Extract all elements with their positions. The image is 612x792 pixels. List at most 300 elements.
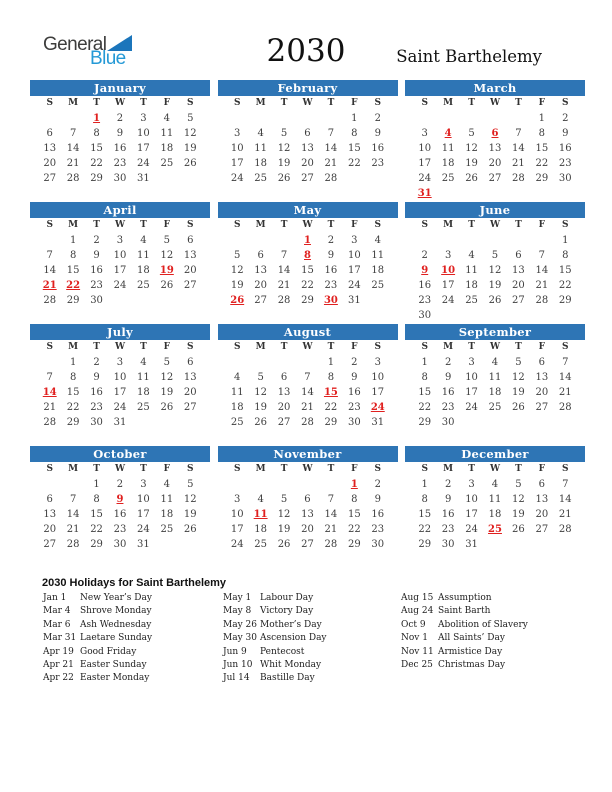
date-cell: 16 — [324, 265, 338, 276]
date-cell — [272, 308, 295, 323]
holiday-date-label: May 30 — [223, 633, 257, 644]
month-title: February — [218, 80, 398, 96]
date-cell — [38, 111, 61, 126]
date-cell: 19 — [277, 524, 291, 535]
date-cell — [436, 552, 459, 567]
date-cell: 27 — [535, 402, 549, 413]
date-cell: 4 — [374, 235, 381, 246]
date-cell: 26 — [512, 524, 525, 535]
month-march — [405, 80, 585, 201]
date-cell: 19 — [512, 509, 525, 520]
date-cell: 13 — [183, 250, 197, 261]
weekday-letter: M — [255, 98, 266, 108]
date-cell — [38, 308, 61, 323]
date-cell: 16 — [90, 265, 103, 276]
date-cell: 5 — [187, 479, 194, 490]
holiday-date-cell: 9 — [421, 265, 429, 276]
date-cell: 4 — [468, 250, 475, 261]
weekday-letter: M — [68, 220, 79, 230]
holiday-date-cell: 25 — [488, 524, 502, 535]
holiday-date-cell: 4 — [444, 128, 452, 139]
date-cell — [343, 430, 366, 445]
date-cell — [530, 430, 553, 445]
date-cell — [554, 308, 577, 323]
date-cell: 1 — [69, 235, 77, 246]
date-cell: 20 — [254, 280, 267, 291]
date-cell: 12 — [230, 265, 244, 276]
holiday-date-label: May 8 — [223, 606, 252, 617]
date-cell: 8 — [562, 250, 569, 261]
date-cell — [296, 355, 319, 370]
date-cell: 17 — [113, 265, 127, 276]
date-cell — [155, 171, 178, 186]
date-cell — [507, 186, 530, 201]
month-january — [30, 80, 210, 201]
holiday-date-label: Oct 9 — [401, 619, 426, 630]
date-cell: 29 — [66, 417, 80, 428]
date-cell — [554, 415, 577, 430]
holiday-name-label: Shrove Monday — [80, 606, 152, 617]
weekday-letter: T — [468, 342, 475, 352]
weekday-letter: F — [163, 98, 171, 108]
date-cell: 12 — [277, 509, 291, 520]
date-cell: 30 — [418, 310, 432, 321]
date-cell — [132, 293, 155, 308]
date-cell: 14 — [43, 265, 57, 276]
date-cell: 18 — [230, 402, 244, 413]
weekday-letter: T — [280, 98, 288, 108]
date-cell: 3 — [140, 113, 147, 124]
date-cell: 28 — [301, 417, 314, 428]
date-cell: 2 — [444, 357, 452, 368]
weekday-letter: S — [562, 98, 569, 108]
month-december — [405, 446, 585, 567]
month-title: August — [218, 324, 398, 340]
date-cell: 22 — [535, 158, 549, 169]
holiday-date-label: Aug 15 — [401, 593, 434, 603]
date-cell: 2 — [374, 113, 381, 124]
date-cell: 28 — [324, 173, 338, 184]
date-cell: 6 — [187, 357, 194, 368]
date-cell: 27 — [43, 173, 57, 184]
date-cell: 8 — [351, 128, 358, 139]
date-cell: 31 — [465, 539, 478, 550]
date-cell: 13 — [488, 143, 502, 154]
date-cell: 9 — [374, 494, 381, 505]
date-cell — [296, 186, 319, 201]
date-cell: 30 — [371, 539, 385, 550]
logo-text-blue: Blue — [90, 48, 126, 69]
holiday-name-label: Labour Day — [260, 593, 314, 603]
date-cell: 9 — [562, 128, 569, 139]
date-cell: 30 — [347, 417, 361, 428]
weekday-letter: W — [114, 342, 126, 352]
weekday-letter: T — [280, 220, 288, 230]
date-cell: 10 — [465, 372, 478, 383]
month-june — [405, 202, 585, 323]
date-cell: 24 — [113, 280, 127, 291]
date-cell — [61, 477, 84, 492]
holiday-date-label: Nov 1 — [401, 633, 428, 644]
weekday-letter: T — [515, 342, 522, 352]
date-cell: 17 — [418, 158, 432, 169]
weekday-letter: T — [93, 342, 100, 352]
date-cell: 9 — [116, 128, 124, 139]
date-cell: 1 — [327, 357, 335, 368]
date-cell — [319, 111, 342, 126]
date-cell: 4 — [163, 479, 171, 490]
date-cell: 6 — [304, 494, 311, 505]
holiday-name-label: Laetare Sunday — [80, 633, 153, 644]
date-cell: 6 — [515, 250, 522, 261]
month-title: September — [405, 324, 585, 340]
date-cell: 6 — [46, 128, 53, 139]
date-cell: 14 — [277, 265, 291, 276]
date-cell: 11 — [137, 372, 150, 383]
date-cell: 4 — [491, 479, 499, 490]
date-cell — [108, 552, 131, 567]
date-cell: 19 — [488, 280, 502, 291]
date-cell — [179, 415, 202, 430]
weekday-letter: T — [280, 342, 288, 352]
months-grid — [30, 80, 585, 567]
date-cell: 10 — [137, 128, 150, 139]
date-cell: 7 — [515, 128, 522, 139]
month-day-grid — [405, 96, 585, 201]
date-cell: 24 — [465, 524, 478, 535]
date-cell: 2 — [351, 357, 358, 368]
date-cell: 20 — [535, 387, 549, 398]
weekday-letter: S — [233, 342, 241, 352]
date-cell: 13 — [43, 143, 57, 154]
date-cell: 21 — [301, 402, 314, 413]
holiday-list-item — [43, 646, 228, 659]
date-cell: 21 — [558, 387, 572, 398]
month-title: June — [405, 202, 585, 218]
date-cell — [554, 430, 577, 445]
date-cell: 6 — [257, 250, 264, 261]
date-cell: 25 — [254, 539, 267, 550]
weekday-letter: F — [351, 342, 358, 352]
weekday-letter: F — [351, 464, 358, 474]
date-cell — [179, 171, 202, 186]
weekday-letter: S — [562, 342, 569, 352]
date-cell: 29 — [301, 295, 314, 306]
weekday-letter: T — [327, 98, 335, 108]
date-cell: 14 — [324, 143, 338, 154]
weekday-letter: M — [443, 98, 454, 108]
date-cell: 3 — [140, 479, 147, 490]
date-cell — [530, 233, 553, 248]
date-cell: 20 — [301, 524, 314, 535]
holiday-name-label: Saint Barth — [438, 606, 491, 617]
date-cell: 13 — [535, 494, 549, 505]
date-cell: 8 — [327, 372, 335, 383]
date-cell: 22 — [301, 280, 314, 291]
holiday-date-label: Apr 21 — [43, 659, 74, 670]
date-cell: 12 — [183, 494, 197, 505]
month-title: January — [30, 80, 210, 96]
date-cell: 22 — [558, 280, 572, 291]
date-cell — [249, 552, 272, 567]
date-cell: 23 — [371, 524, 385, 535]
date-cell — [460, 430, 483, 445]
date-cell — [249, 111, 272, 126]
month-day-grid — [405, 462, 585, 567]
date-cell: 2 — [327, 235, 335, 246]
holiday-list-item — [223, 605, 408, 618]
date-cell: 8 — [69, 250, 77, 261]
date-cell: 24 — [113, 402, 127, 413]
date-cell: 10 — [230, 143, 244, 154]
weekday-letter: T — [140, 464, 147, 474]
date-cell: 25 — [160, 524, 174, 535]
holiday-date-cell: 15 — [323, 387, 338, 398]
date-cell: 28 — [277, 295, 291, 306]
date-cell — [226, 308, 249, 323]
date-cell: 4 — [257, 128, 264, 139]
date-cell: 29 — [558, 295, 572, 306]
date-cell — [155, 186, 178, 201]
date-cell — [343, 186, 366, 201]
date-cell — [108, 430, 131, 445]
weekday-letter: S — [562, 220, 569, 230]
logo-text-general: General — [43, 34, 107, 55]
date-cell — [507, 552, 530, 567]
date-cell: 14 — [66, 509, 80, 520]
date-cell: 29 — [418, 539, 432, 550]
date-cell: 19 — [254, 402, 267, 413]
date-cell: 9 — [351, 372, 358, 383]
holiday-name-label: Whit Monday — [260, 659, 322, 670]
date-cell: 12 — [254, 387, 267, 398]
date-cell: 15 — [90, 509, 103, 520]
holiday-name-label: Christmas Day — [438, 659, 506, 670]
weekday-letter: T — [93, 220, 100, 230]
date-cell: 3 — [351, 235, 358, 246]
date-cell — [155, 552, 178, 567]
date-cell: 26 — [254, 417, 267, 428]
weekday-letter: F — [163, 464, 171, 474]
date-cell: 22 — [66, 402, 80, 413]
holiday-name-label: Armistice Day — [438, 646, 503, 657]
date-cell: 2 — [93, 357, 100, 368]
date-cell — [108, 186, 131, 201]
date-cell — [530, 186, 553, 201]
holiday-list-item — [401, 632, 586, 645]
date-cell — [85, 552, 108, 567]
date-cell: 7 — [46, 372, 53, 383]
date-cell: 1 — [421, 357, 428, 368]
holiday-list-item — [43, 632, 228, 645]
date-cell: 7 — [327, 128, 335, 139]
date-cell: 9 — [93, 372, 100, 383]
date-cell — [61, 186, 84, 201]
date-cell: 26 — [465, 173, 478, 184]
date-cell: 4 — [140, 357, 147, 368]
date-cell: 23 — [558, 158, 572, 169]
date-cell: 11 — [371, 250, 385, 261]
weekday-letter: F — [351, 220, 358, 230]
weekday-letter: T — [140, 220, 147, 230]
holiday-name-label: Victory Day — [260, 606, 314, 617]
date-cell: 2 — [374, 479, 381, 490]
date-cell: 26 — [277, 173, 291, 184]
month-day-grid — [405, 218, 585, 323]
date-cell: 30 — [113, 539, 127, 550]
date-cell: 30 — [558, 173, 572, 184]
date-cell: 4 — [140, 235, 147, 246]
date-cell — [413, 430, 436, 445]
holiday-name-label: Easter Monday — [80, 673, 150, 684]
weekday-letter: S — [187, 464, 194, 474]
date-cell: 9 — [374, 128, 381, 139]
date-cell: 23 — [371, 158, 385, 169]
date-cell: 17 — [137, 509, 150, 520]
date-cell — [132, 430, 155, 445]
date-cell: 11 — [441, 143, 455, 154]
date-cell: 20 — [301, 158, 314, 169]
weekday-letter: S — [421, 342, 428, 352]
holiday-name-label: Bastille Day — [260, 673, 315, 684]
date-cell — [272, 111, 295, 126]
date-cell: 10 — [371, 372, 385, 383]
holiday-date-cell: 24 — [370, 402, 385, 413]
holiday-list-item — [401, 659, 586, 672]
date-cell: 28 — [512, 173, 525, 184]
date-cell: 10 — [418, 143, 432, 154]
date-cell: 17 — [465, 387, 478, 398]
date-cell: 17 — [230, 158, 244, 169]
date-cell: 19 — [183, 509, 197, 520]
date-cell: 28 — [558, 402, 572, 413]
weekday-letter: W — [302, 220, 313, 230]
date-cell — [507, 233, 530, 248]
date-cell — [319, 430, 342, 445]
date-cell: 12 — [488, 265, 502, 276]
month-day-grid — [30, 218, 210, 323]
date-cell: 21 — [324, 524, 338, 535]
date-cell: 9 — [93, 250, 100, 261]
date-cell — [85, 308, 108, 323]
date-cell — [61, 552, 84, 567]
date-cell: 4 — [491, 357, 499, 368]
date-cell: 6 — [538, 479, 546, 490]
date-cell: 19 — [277, 158, 291, 169]
date-cell: 17 — [113, 387, 127, 398]
month-november — [218, 446, 398, 567]
date-cell — [249, 186, 272, 201]
date-cell: 10 — [137, 494, 150, 505]
date-cell: 21 — [558, 509, 572, 520]
date-cell: 23 — [418, 295, 432, 306]
date-cell: 1 — [562, 235, 569, 246]
weekday-letter: T — [140, 98, 147, 108]
date-cell: 10 — [113, 372, 127, 383]
date-cell — [483, 537, 506, 552]
weekday-letter: S — [187, 220, 194, 230]
date-cell: 18 — [488, 509, 502, 520]
date-cell — [226, 430, 249, 445]
date-cell — [61, 111, 84, 126]
date-cell: 15 — [418, 509, 432, 520]
date-cell: 24 — [441, 295, 455, 306]
date-cell: 29 — [418, 417, 432, 428]
date-cell: 23 — [113, 524, 127, 535]
weekday-letter: M — [68, 342, 79, 352]
weekday-letter: W — [489, 98, 501, 108]
holiday-list-item — [223, 592, 408, 605]
date-cell: 1 — [69, 357, 77, 368]
date-cell: 24 — [137, 158, 150, 169]
date-cell: 28 — [324, 539, 338, 550]
date-cell: 14 — [512, 143, 525, 154]
date-cell: 16 — [441, 509, 455, 520]
date-cell — [554, 537, 577, 552]
date-cell — [483, 552, 506, 567]
weekday-letter: S — [46, 220, 53, 230]
weekday-letter: T — [93, 98, 100, 108]
holiday-name-label: Mother’s Day — [260, 619, 322, 630]
date-cell: 31 — [113, 417, 127, 428]
date-cell — [155, 537, 178, 552]
date-cell: 21 — [43, 402, 57, 413]
date-cell: 28 — [66, 539, 80, 550]
date-cell: 25 — [254, 173, 267, 184]
weekday-letter: F — [538, 342, 546, 352]
date-cell: 4 — [234, 372, 241, 383]
date-cell: 21 — [66, 158, 80, 169]
holiday-date-label: Aug 24 — [401, 606, 434, 617]
weekday-letter: S — [374, 342, 382, 352]
date-cell: 20 — [535, 509, 549, 520]
date-cell — [413, 552, 436, 567]
date-cell: 25 — [160, 158, 174, 169]
date-cell — [296, 477, 319, 492]
date-cell: 27 — [301, 173, 314, 184]
date-cell — [108, 293, 131, 308]
date-cell: 17 — [371, 387, 385, 398]
weekday-letter: S — [421, 220, 428, 230]
date-cell: 18 — [160, 509, 174, 520]
date-cell: 5 — [515, 357, 522, 368]
date-cell: 14 — [558, 372, 572, 383]
date-cell: 7 — [69, 494, 77, 505]
date-cell: 8 — [538, 128, 546, 139]
date-cell: 17 — [137, 143, 150, 154]
date-cell: 5 — [163, 235, 171, 246]
date-cell — [249, 355, 272, 370]
date-cell — [272, 233, 295, 248]
holiday-date-label: Jun 9 — [223, 646, 247, 657]
date-cell: 18 — [160, 143, 174, 154]
date-cell: 5 — [280, 494, 288, 505]
holiday-name-label: New Year’s Day — [80, 593, 152, 603]
date-cell: 7 — [562, 479, 569, 490]
date-cell: 14 — [558, 494, 572, 505]
weekday-letter: S — [233, 464, 241, 474]
date-cell: 4 — [163, 113, 171, 124]
holiday-date-label: Jul 14 — [223, 673, 250, 684]
date-cell: 23 — [324, 280, 338, 291]
weekday-letter: T — [515, 220, 522, 230]
date-cell: 12 — [512, 494, 525, 505]
date-cell: 29 — [347, 539, 361, 550]
date-cell: 23 — [90, 402, 103, 413]
holiday-date-label: Mar 4 — [43, 606, 71, 617]
date-cell: 2 — [116, 479, 124, 490]
date-cell: 5 — [468, 128, 475, 139]
